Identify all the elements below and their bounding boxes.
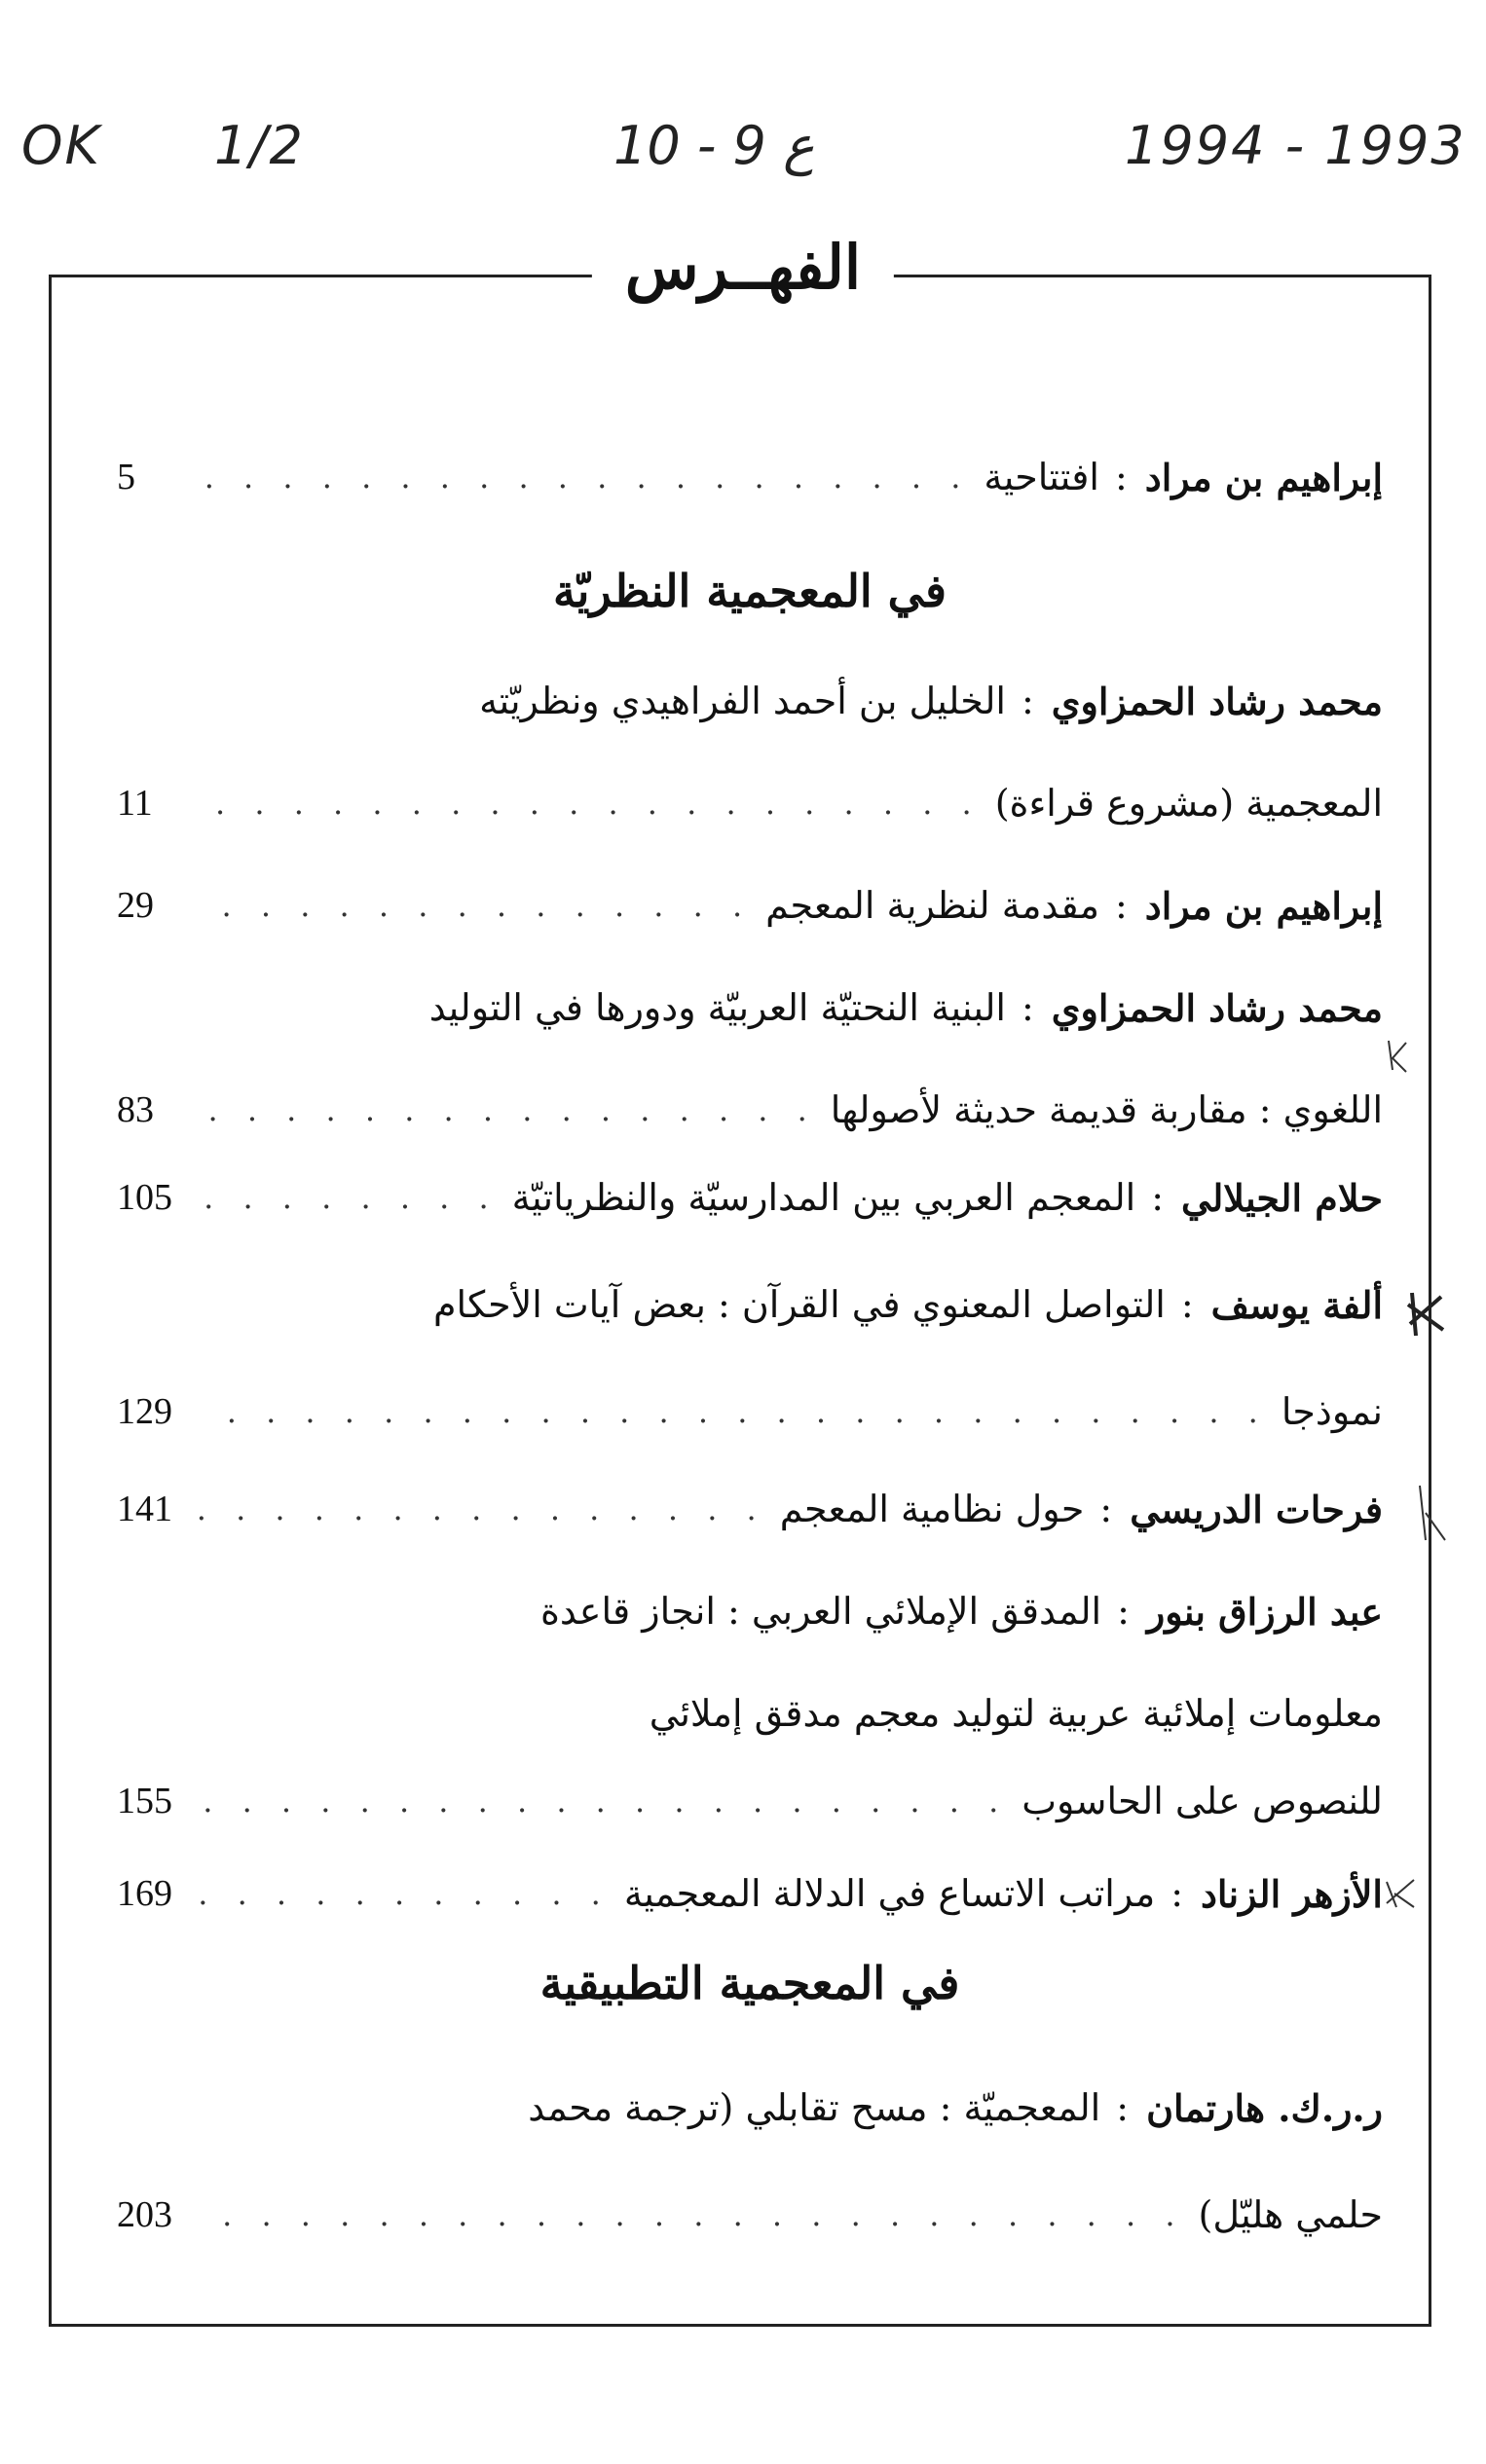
margin-tick-mark (1383, 1037, 1412, 1076)
entry-separator: : (1151, 1176, 1165, 1219)
section-heading-theoretical: في المعجمية النظريّة (552, 565, 947, 617)
entry-title: المدقق الإملائي العربي : انجاز قاعدة (539, 1590, 1102, 1633)
entry-author: إبراهيم بن مراد (1144, 883, 1383, 928)
toc-entry (117, 866, 1383, 944)
entry-page: 29 (117, 885, 154, 926)
entry-title: للنصوص على الحاسوب (1022, 1780, 1383, 1822)
toc-entry (117, 662, 1383, 740)
toc-entry-continuation (117, 1674, 1486, 1752)
toc-entry (117, 1572, 1383, 1650)
entry-separator: : (1021, 680, 1034, 722)
entry-title: اللغوي : مقاربة قديمة حديثة لأصولها (830, 1088, 1383, 1131)
leader-dots (199, 2196, 1185, 2233)
toc-entry (117, 1855, 1383, 1932)
entry-author: الأزهر الزناد (1201, 1871, 1383, 1916)
leader-dots (199, 459, 970, 496)
entry-author: ر.ر.ك. هارتمان (1146, 2085, 1383, 2130)
entry-page: 203 (117, 2194, 172, 2235)
leader-dots (199, 887, 752, 924)
entry-separator: : (1099, 1488, 1113, 1530)
toc-entry (117, 969, 1383, 1047)
entry-title: نموذجا (1281, 1390, 1383, 1433)
toc-entry (117, 1470, 1383, 1548)
entry-author: إبراهيم بن مراد (1144, 455, 1383, 499)
margin-tick-mark (1381, 1874, 1420, 1913)
leader-dots (199, 1490, 766, 1527)
section-heading-applied: في المعجمية التطبيقية (539, 1957, 960, 2009)
toc-entry-continuation (117, 1071, 1486, 1149)
toc-entry (117, 2069, 1383, 2147)
entry-page: 169 (117, 1873, 172, 1914)
handwritten-note-years: 1994 - 1993 (1125, 115, 1467, 176)
entry-author: محمد رشاد الحمزاوي (1051, 985, 1383, 1030)
entry-title: مراتب الاتساع في الدلالة المعجمية (623, 1872, 1156, 1915)
handwritten-note-issue: 10 - 9 ع (613, 115, 815, 176)
index-title: الفهــرس (592, 232, 894, 303)
toc-entry (117, 1266, 1383, 1343)
entry-author: عبد الرزاق بنور (1146, 1589, 1383, 1634)
entry-title: المعجم العربي بين المدارسيّة والنظرياتيّة (511, 1176, 1136, 1219)
leader-dots (199, 785, 982, 822)
entry-author: فرحات الدريسي (1130, 1487, 1383, 1531)
entry-page: 155 (117, 1781, 172, 1821)
entry-title: معلومات إملائية عربية لتوليد معجم مدقق إملائي (649, 1692, 1383, 1735)
entry-separator: : (1170, 1872, 1183, 1915)
entry-title: البنية النحتيّة العربيّة ودورها في التوليد (428, 986, 1006, 1029)
entry-separator: : (1021, 986, 1034, 1029)
entry-separator: : (1114, 884, 1128, 927)
margin-tick-mark (1412, 1480, 1451, 1548)
toc-entry (117, 438, 1383, 516)
entry-title: مقدمة لنظرية المعجم (765, 884, 1099, 927)
entry-author: حلام الجيلالي (1181, 1175, 1383, 1220)
handwritten-note-fraction: 1/2 (214, 115, 305, 176)
leader-dots (199, 1783, 1008, 1820)
toc-entry-continuation (117, 1373, 1486, 1451)
toc-entry (117, 1158, 1383, 1236)
entry-page: 5 (117, 457, 135, 497)
entry-title: افتتاحية (984, 456, 1099, 498)
entry-title: المعجميّة : مسح تقابلي (ترجمة محمد (528, 2086, 1101, 2129)
entry-title: التواصل المعنوي في القرآن : بعض آيات الأحكام (432, 1283, 1166, 1326)
leader-dots (199, 1179, 499, 1216)
entry-page: 129 (117, 1391, 172, 1432)
entry-page: 105 (117, 1177, 172, 1218)
toc-entry-continuation (117, 2176, 1486, 2254)
leader-dots (199, 1393, 1268, 1430)
margin-scribble-mark (1402, 1285, 1451, 1343)
entry-page: 83 (117, 1089, 154, 1130)
entry-separator: : (1180, 1283, 1194, 1326)
entry-author: محمد رشاد الحمزاوي (1051, 679, 1383, 723)
entry-title: المعجمية (مشروع قراءة) (994, 782, 1383, 825)
toc-entry-continuation (117, 1762, 1486, 1840)
entry-separator: : (1116, 2086, 1130, 2129)
entry-title: حلمي هليّل) (1198, 2193, 1383, 2236)
entry-author: ألفة يوسف (1210, 1282, 1383, 1327)
entry-separator: : (1117, 1590, 1130, 1633)
leader-dots (199, 1091, 817, 1128)
entry-title: حول نظامية المعجم (779, 1488, 1085, 1530)
entry-separator: : (1114, 456, 1128, 498)
entry-page: 11 (117, 783, 153, 824)
leader-dots (199, 1875, 611, 1912)
entry-page: 141 (117, 1489, 172, 1529)
handwritten-note-ok: OK (21, 115, 101, 176)
entry-title: الخليل بن أحمد الفراهيدي ونظريّته (479, 680, 1006, 722)
toc-entry-continuation (117, 764, 1486, 842)
